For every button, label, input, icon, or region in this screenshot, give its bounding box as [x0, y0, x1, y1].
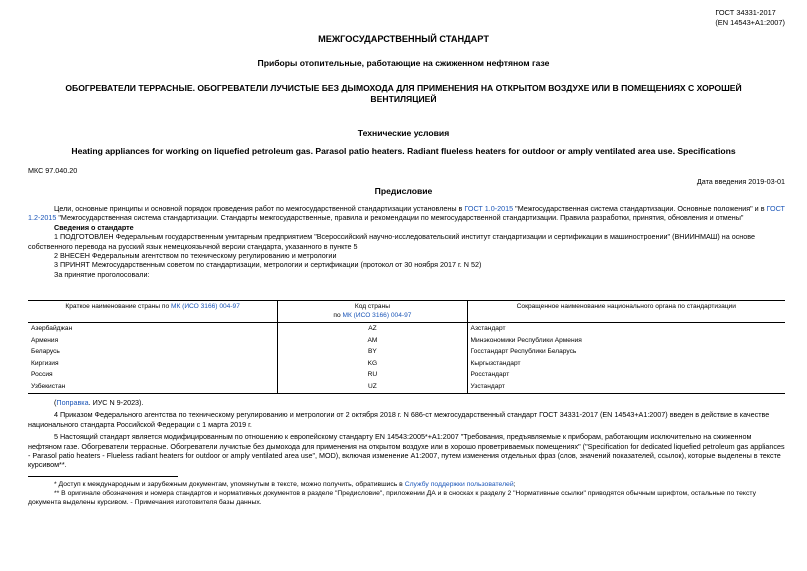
cell-org: Минэкономики Республики Армения — [467, 335, 785, 347]
amendment-note — [28, 398, 785, 407]
header-text: по — [333, 311, 343, 319]
text-run: ( — [54, 398, 57, 407]
effective-date: Дата введения 2019-03-01 — [696, 177, 785, 186]
cell-code: UZ — [278, 381, 467, 393]
cell-country: Беларусь — [31, 348, 60, 356]
preface-body — [28, 204, 785, 279]
mks-code: МКС 97.040.20 — [28, 166, 78, 175]
item-5: 5 Настоящий стандарт является модифицированным по отношению к европейскому стандарту EN 14543:2005*+A1:2007 "Требования, предъявляемые к приборам, работающим исключительно на сжиженном нефтяном газе. Обогреватели террасные. Обогреватели лучистые без дымохода для применения на открытом воздухе или в хорошо проветриваемых помещениях" ("Specification for dedicated liquefied petroleum gas appliances - Parasol patio heaters - Flueless radiant heaters for outdoor or amply ventilated area use", MOD), включая изменение A1:2007, путем изменения отдельных фраз (слов, значений показателей, ссылок), которые выделены в тексте курсивом**. — [28, 432, 785, 470]
text-run: "Межгосударственная система стандартизации. Стандарты межгосударственные, правила и рекомендации по межгосударственной стандартизации. Правила разработки, принятия, обновления и отмены" — [56, 213, 744, 223]
cell-country: Армения — [31, 336, 59, 344]
table-row — [28, 335, 785, 347]
link-mk-iso[interactable]: МК (ИСО 3166) 004-97 — [342, 311, 412, 319]
cell-country: Азербайджан — [31, 325, 73, 332]
states-table — [28, 300, 785, 394]
cell-org: Росстандарт — [467, 369, 785, 381]
text-run: * Доступ к международным и зарубежным документам, упомянутым в тексте, можно получить, обратившись в — [54, 481, 405, 488]
footnote-2: ** В оригинале обозначения и номера стандартов и нормативных документов в разделе "Предисловие", приложении ДА и в сносках к разделу 2 "Нормативные ссылки" приводятся обычным шрифтом, остальные по тексту документа выделены курсивом. - Примечания изготовителя базы данных. — [28, 490, 756, 506]
item-3: 3 ПРИНЯТ Межгосударственным советом по стандартизации, метрологии и сертификации (протокол от 30 ноября 2017 г. N 52) — [54, 260, 482, 270]
link-gost-1-0[interactable]: ГОСТ 1.0-2015 — [464, 204, 514, 213]
main-title: ОБОГРЕВАТЕЛИ ТЕРРАСНЫЕ. ОБОГРЕВАТЕЛИ ЛУЧИСТЫЕ БЕЗ ДЫМОХОДА ДЛЯ ПРИМЕНЕНИЯ НА ОТКРЫТОМ ВОЗДУХЕ ИЛИ В ПОМЕЩЕНИЯХ С ХОРОШЕЙ ВЕНТИЛЯЦИЕЙ — [65, 83, 742, 104]
cell-org: Узстандарт — [467, 381, 785, 393]
cell-code: RU — [278, 369, 467, 381]
cell-country: Киргизия — [31, 359, 59, 367]
cell-code: AM — [278, 335, 467, 347]
doc-number-en: (EN 14543+A1:2007) — [715, 18, 785, 27]
preface-title: Предисловие — [374, 186, 433, 196]
standard-type-title: МЕЖГОСУДАРСТВЕННЫЙ СТАНДАРТ — [318, 34, 489, 44]
item-4: 4 Приказом Федерального агентства по техническому регулированию и метрологии от 2 октября 2018 г. N 686-ст межгосударственный стандарт ГОСТ 34331-2017 (EN 14543+A1:2007) введен в действие в качестве национального стандарта Российской Федерации с 1 марта 2019 г. — [28, 410, 770, 429]
col-org: Сокращенное наименование национального органа по стандартизации — [467, 301, 785, 323]
table-header-row — [28, 301, 785, 323]
item-1: 1 ПОДГОТОВЛЕН Федеральным государственным унитарным предприятием "Всероссийский научно-исследовательский институт стандартизации и сертификации в машиностроении" (ВНИИНМАШ) на основе собственного перевода на русский язык немецкоязычной версии стандарта, указанного в пункте 5 — [28, 232, 756, 251]
text-run: . ИУС N 9-2023). — [88, 398, 144, 407]
footnotes — [28, 480, 785, 507]
spec-title: Технические условия — [357, 128, 450, 138]
english-title: Heating appliances for working on liquefied petroleum gas. Parasol patio heaters. Radiant flueless heaters for outdoor or amply ventilated area use. Specifications — [71, 146, 736, 156]
cell-org: Азстандарт — [467, 323, 785, 335]
table-row — [28, 323, 785, 335]
cell-org: Госстандарт Республики Беларусь — [467, 346, 785, 358]
cell-org: Кыргызстандарт — [467, 358, 785, 370]
voted-label: За принятие проголосовали: — [54, 269, 150, 279]
text-run: "Межгосударственная система стандартизации. Основные положения" и в — [513, 204, 767, 213]
link-mk-iso[interactable]: МК (ИСО 3166) 004-97 — [170, 303, 240, 310]
doc-header — [715, 8, 785, 28]
table-row — [28, 358, 785, 370]
preface-paragraph — [28, 204, 785, 223]
header-text: Краткое наименование страны по — [65, 303, 171, 310]
table-row — [28, 369, 785, 381]
after-table-body — [28, 398, 785, 470]
cell-code: KG — [278, 358, 467, 370]
cell-code: BY — [278, 346, 467, 358]
footnote-1 — [28, 480, 785, 489]
cell-code: AZ — [278, 323, 467, 335]
cell-country: Россия — [31, 371, 53, 379]
footnote-divider — [28, 476, 178, 477]
table-row — [28, 346, 785, 358]
col-country — [28, 301, 278, 323]
info-title: Сведения о стандарте — [54, 222, 134, 232]
doc-number: ГОСТ 34331-2017 — [715, 8, 776, 17]
text-run: ; — [513, 481, 516, 488]
support-link[interactable]: Службу поддержки пользователей — [404, 481, 514, 488]
col-code — [278, 301, 467, 323]
item-2: 2 ВНЕСЕН Федеральным агентством по техническому регулированию и метрологии — [54, 251, 337, 261]
cell-country: Узбекистан — [28, 381, 278, 393]
category-title: Приборы отопительные, работающие на сжиженном нефтяном газе — [257, 58, 550, 68]
link-gost-1-2[interactable]: ГОСТ 1.2-2015 — [28, 204, 785, 223]
amendment-link[interactable]: Поправка — [56, 398, 89, 407]
table-row — [28, 381, 785, 393]
header-text: Код страны — [354, 303, 390, 310]
text-run: Цели, основные принципы и основной порядок проведения работ по межгосударственной стандартизации установлены в — [54, 204, 465, 213]
